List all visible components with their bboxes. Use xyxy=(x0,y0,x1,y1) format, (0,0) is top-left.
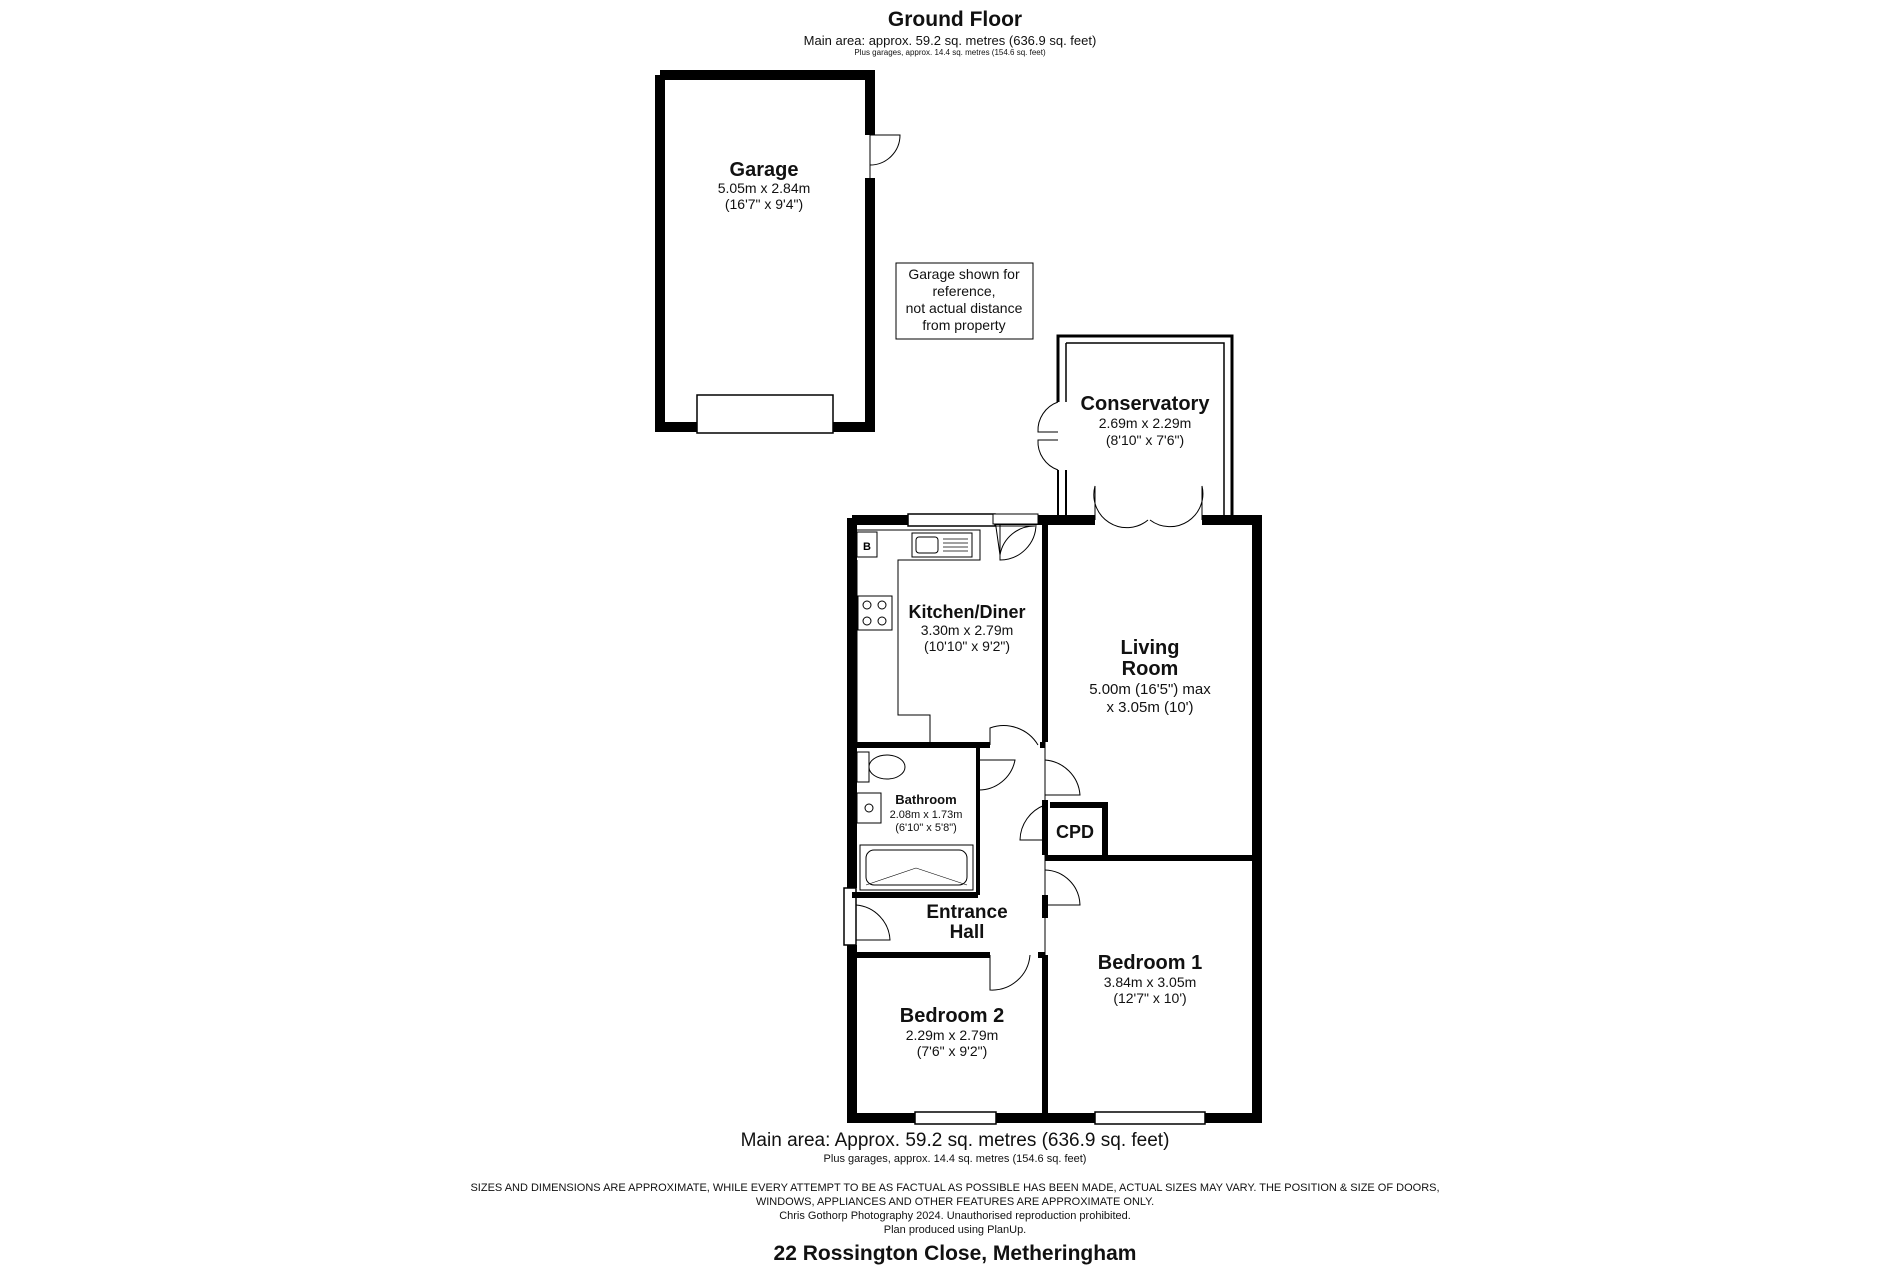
copyright-line: Chris Gothorp Photography 2024. Unauthorised reproduction prohibited. xyxy=(779,1210,1131,1222)
property-address: 22 Rossington Close, Metheringham xyxy=(773,1242,1137,1265)
conservatory-left-door xyxy=(1038,402,1058,432)
living-french-door-right xyxy=(1150,486,1203,527)
hob-icon xyxy=(858,596,892,630)
bedroom2-door xyxy=(990,955,1030,990)
garage-door xyxy=(697,395,833,433)
bedroom2-dim-metric: 2.29m x 2.79m xyxy=(905,1027,999,1043)
footer-main-area: Main area: Approx. 59.2 sq. metres (636.9 sq. feet) xyxy=(740,1130,1170,1151)
produced-line: Plan produced using PlanUp. xyxy=(883,1224,1027,1236)
kitchen-name: Kitchen/Diner xyxy=(908,602,1026,622)
basin-icon xyxy=(857,793,881,823)
garage-name: Garage xyxy=(729,159,799,181)
front-door xyxy=(856,905,890,940)
bedroom1-door xyxy=(1045,870,1080,905)
garage-block xyxy=(660,75,900,433)
bedroom2-name: Bedroom 2 xyxy=(899,1005,1005,1027)
living-french-door-left xyxy=(1094,486,1148,528)
bathroom-fixtures xyxy=(857,752,973,890)
bedroom2-window xyxy=(915,1112,996,1124)
conservatory-dim-metric: 2.69m x 2.29m xyxy=(1098,415,1192,431)
living-dim-line-2: x 3.05m (10') xyxy=(1106,699,1194,716)
conservatory-name: Conservatory xyxy=(1080,393,1210,415)
entrance-name-line-2: Hall xyxy=(949,922,985,943)
bathroom-door xyxy=(978,760,1015,790)
plan-title: Ground Floor xyxy=(887,8,1023,31)
boiler-label: B xyxy=(863,541,871,553)
footer-plus-garages: Plus garages, approx. 14.4 sq. metres (154.6 sq. feet) xyxy=(823,1153,1087,1165)
header-plus-garages: Plus garages, approx. 14.4 sq. metres (154.6 sq. feet) xyxy=(854,48,1046,57)
bedroom1-dim-imperial: (12'7" x 10') xyxy=(1113,990,1187,1006)
bedroom1-dim-metric: 3.84m x 3.05m xyxy=(1103,974,1197,990)
garage-side-door xyxy=(870,135,900,165)
disclaimer-line-2: WINDOWS, APPLIANCES AND OTHER FEATURES ARE APPROXIMATE ONLY. xyxy=(755,1196,1155,1208)
entrance-name-line-1: Entrance xyxy=(926,902,1008,923)
garage-note-line-3: not actual distance xyxy=(905,300,1023,316)
bedroom1-window xyxy=(1095,1112,1205,1124)
bathroom-name: Bathroom xyxy=(895,792,957,807)
living-dim-line-1: 5.00m (16'5") max xyxy=(1089,681,1211,698)
bathroom-dim-metric: 2.08m x 1.73m xyxy=(889,809,963,821)
garage-note-line-1: Garage shown for xyxy=(908,266,1020,282)
bedroom2-dim-imperial: (7'6" x 9'2") xyxy=(916,1043,988,1059)
kitchen-door xyxy=(990,726,1038,745)
disclaimer-line-1: SIZES AND DIMENSIONS ARE APPROXIMATE, WHILE EVERY ATTEMPT TO BE AS FACTUAL AS POSSIBLE HAS BEEN MADE, ACTUAL SIZES MAY VARY. THE POSITION & SIZE OF DOORS, xyxy=(470,1182,1440,1194)
kitchen-window xyxy=(908,514,995,526)
living-name-line-2: Room xyxy=(1121,658,1179,680)
cpd-door xyxy=(1020,805,1045,840)
living-room-door xyxy=(1045,760,1080,795)
garage-note-line-4: from property xyxy=(922,317,1006,333)
garage-dim-imperial: (16'7" x 9'4") xyxy=(724,196,804,212)
kitchen-dim-imperial: (10'10" x 9'2") xyxy=(923,638,1011,654)
garage-note-line-2: reference, xyxy=(932,283,996,299)
kitchen-dim-metric: 3.30m x 2.79m xyxy=(920,622,1014,638)
bathroom-dim-imperial: (6'10" x 5'8") xyxy=(895,822,957,834)
header-main-area: Main area: approx. 59.2 sq. metres (636.9 sq. feet) xyxy=(803,33,1097,48)
bath-icon xyxy=(860,845,973,890)
conservatory-dim-imperial: (8'10" x 7'6") xyxy=(1105,432,1185,448)
bedroom1-name: Bedroom 1 xyxy=(1097,952,1203,974)
toilet-icon xyxy=(869,755,905,779)
garage-note xyxy=(896,263,1033,339)
cpd-name: CPD xyxy=(1055,822,1095,842)
living-name-line-1: Living xyxy=(1120,637,1180,659)
garage-dim-metric: 5.05m x 2.84m xyxy=(717,180,811,196)
